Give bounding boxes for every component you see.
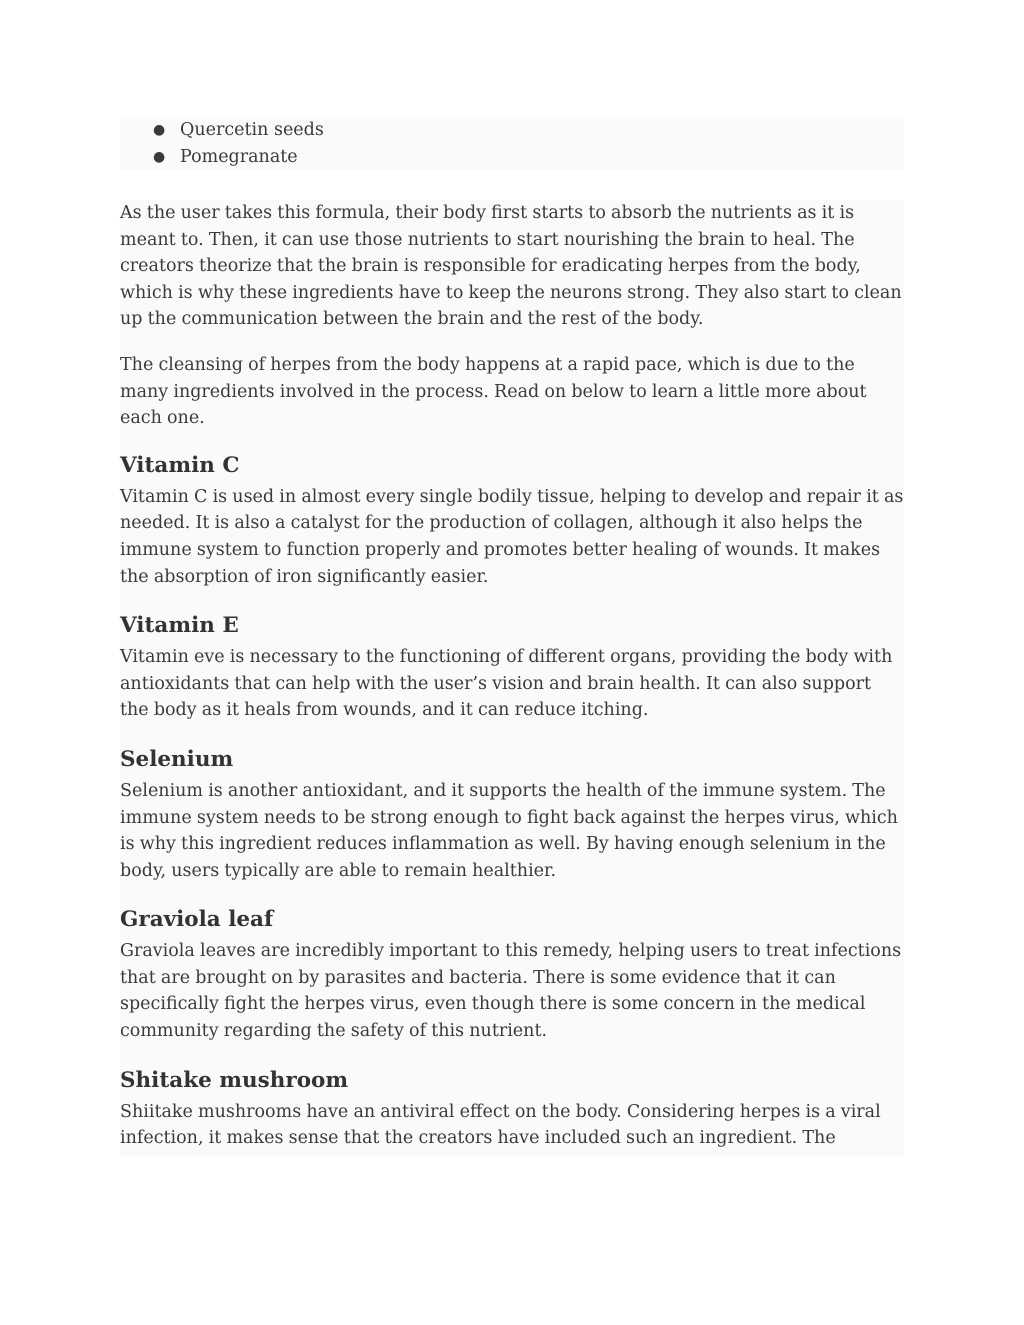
section-heading: Vitamin E <box>120 613 239 639</box>
list-item-text: Pomegranate <box>180 146 298 167</box>
ingredient-bullet-list <box>120 117 904 170</box>
intro-paragraph: The cleansing of herpes from the body happens at a rapid pace, which is due to the many ingredients involved in the process. Read on below to learn a little more about each one. <box>120 354 867 429</box>
section-graviola-leaf <box>120 906 904 1044</box>
section-heading: Vitamin C <box>120 452 240 478</box>
list-item <box>120 144 904 171</box>
section-heading: Shitake mushroom <box>120 1067 349 1093</box>
section-vitamin-e <box>120 612 904 724</box>
section-heading: Selenium <box>120 746 234 772</box>
section-vitamin-c <box>120 452 904 590</box>
bullet-icon: ● <box>153 148 166 165</box>
intro-paragraph: As the user takes this formula, their body first starts to absorb the nutrients as it is meant to. Then, it can use those nutrients to start nourishing the brain to heal. The creators theorize that the brain is responsible for eradicating herpes from the body, which is why these ingredients have to keep the neurons strong. They also start to clean up the communication between the brain and the rest of the body. <box>120 203 902 330</box>
list-item <box>120 117 904 144</box>
section-body: Graviola leaves are incredibly important to this remedy, helping users to treat infections that are brought on by parasites and bacteria. There is some evidence that it can specifically fight the herpes virus, even though there is some concern in the medical community regarding the safety of this nutrient. <box>120 941 902 1042</box>
section-body: Selenium is another antioxidant, and it supports the health of the immune system. The immune system needs to be strong enough to fight back against the herpes virus, which is why this ingredient reduces inflammation as well. By having enough selenium in the body, users typically are able to remain healthier. <box>120 780 898 881</box>
section-body: Vitamin C is used in almost every single bodily tissue, helping to develop and repair it as needed. It is also a catalyst for the production of collagen, although it also helps the immune system to function properly and promotes better healing of wounds. It makes the absorption of iron significantly easier. <box>120 486 904 587</box>
list-item-text: Quercetin seeds <box>180 120 324 140</box>
section-shitake-mushroom <box>120 1067 904 1152</box>
section-selenium <box>120 746 904 884</box>
section-heading: Graviola leaf <box>120 907 274 933</box>
section-body: Vitamin eve is necessary to the functioning of different organs, providing the body with antioxidants that can help with the user’s vision and brain health. It can also support the body as it heals from wounds, and it can reduce itching. <box>120 647 893 721</box>
section-body: Shiitake mushrooms have an antiviral effect on the body. Considering herpes is a viral infection, it makes sense that the creators have included such an ingredient. The <box>120 1101 881 1149</box>
bullet-icon: ● <box>153 122 166 138</box>
document-body <box>120 200 904 1156</box>
